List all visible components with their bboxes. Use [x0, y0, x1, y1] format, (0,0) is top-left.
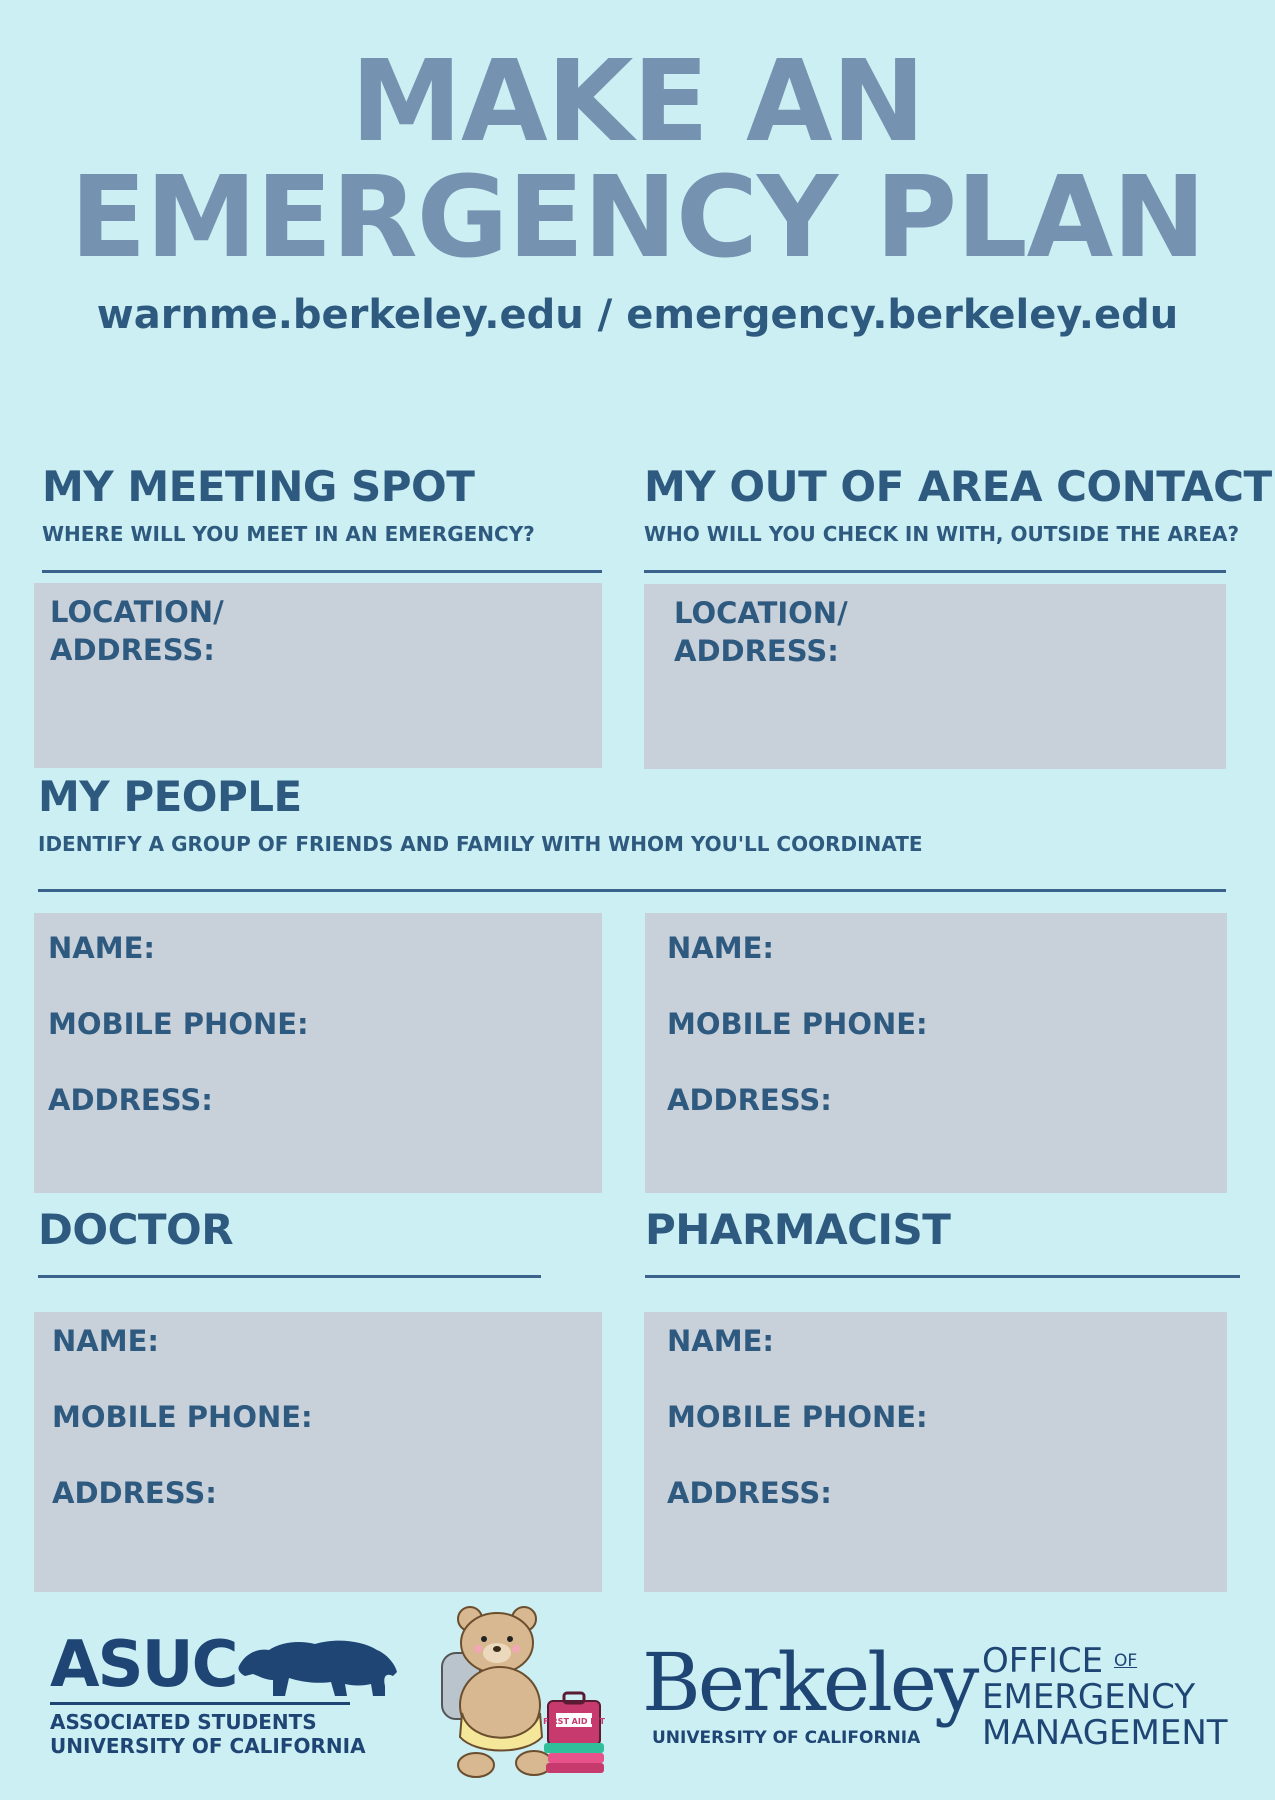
berkeley-logo[interactable] [642, 1636, 977, 1760]
doctor-heading: DOCTOR [38, 1205, 234, 1254]
berkeley-wordmark: Berkeley [642, 1636, 977, 1729]
doctor-address-label: ADDRESS: [52, 1476, 217, 1510]
asuc-logo[interactable] [50, 1628, 366, 1760]
meeting-spot-label-line1: LOCATION/ [50, 595, 224, 629]
oem-emergency: EMERGENCY [982, 1677, 1196, 1717]
out-of-area-label-line1: LOCATION/ [674, 596, 848, 630]
person-card-right[interactable] [645, 913, 1227, 1193]
pharmacist-name-label: NAME: [667, 1324, 774, 1358]
person-left-address-label: ADDRESS: [48, 1083, 213, 1117]
doctor-phone-label: MOBILE PHONE: [52, 1400, 313, 1434]
berkeley-subline: UNIVERSITY OF CALIFORNIA [652, 1728, 921, 1748]
pharmacist-phone-label: MOBILE PHONE: [667, 1400, 928, 1434]
website-urls[interactable]: warnme.berkeley.edu / emergency.berkeley.edu [96, 292, 1179, 338]
oem-logo[interactable] [982, 1643, 1242, 1753]
pharmacist-card[interactable] [644, 1312, 1227, 1592]
meeting-spot-heading: MY MEETING SPOT [42, 462, 475, 511]
oem-office: OFFICE [982, 1641, 1104, 1681]
person-left-phone-label: MOBILE PHONE: [48, 1007, 309, 1041]
meeting-spot-divider [42, 570, 602, 573]
person-right-phone-label: MOBILE PHONE: [667, 1007, 928, 1041]
my-people-heading: MY PEOPLE [38, 772, 302, 821]
out-of-area-subheading: WHO WILL YOU CHECK IN WITH, OUTSIDE THE AREA? [644, 522, 1240, 546]
person-left-name-label: NAME: [48, 931, 155, 965]
person-right-name-label: NAME: [667, 931, 774, 965]
asuc-logo-rule [50, 1702, 350, 1705]
pharmacist-heading: PHARMACIST [645, 1205, 951, 1254]
out-of-area-box[interactable] [644, 584, 1226, 769]
oem-management: MANAGEMENT [982, 1713, 1228, 1753]
my-people-subheading: IDENTIFY A GROUP OF FRIENDS AND FAMILY WITH WHOM YOU'LL COORDINATE [38, 832, 923, 856]
bear-mascot-illustration [430, 1605, 615, 1785]
person-card-left[interactable] [34, 913, 602, 1193]
my-people-divider [38, 889, 1226, 892]
out-of-area-label-line2: ADDRESS: [674, 634, 839, 668]
person-right-address-label: ADDRESS: [667, 1083, 832, 1117]
out-of-area-divider [644, 570, 1226, 573]
doctor-name-label: NAME: [52, 1324, 159, 1358]
asuc-line2: UNIVERSITY OF CALIFORNIA [50, 1734, 366, 1758]
meeting-spot-box[interactable] [34, 583, 602, 768]
meeting-spot-label-line2: ADDRESS: [50, 633, 215, 667]
oem-of: OF [1113, 1651, 1138, 1671]
first-aid-kit-label: FIRST AID KIT [543, 1717, 605, 1726]
asuc-logo-text: ASUC [50, 1628, 237, 1702]
pharmacist-address-label: ADDRESS: [667, 1476, 832, 1510]
pharmacist-divider [645, 1275, 1240, 1278]
doctor-divider [38, 1275, 541, 1278]
page-title-line2: EMERGENCY PLAN [69, 153, 1206, 283]
out-of-area-heading: MY OUT OF AREA CONTACT [644, 462, 1272, 511]
meeting-spot-subheading: WHERE WILL YOU MEET IN AN EMERGENCY? [42, 522, 535, 546]
bear-silhouette-icon [235, 1636, 401, 1698]
asuc-line1: ASSOCIATED STUDENTS [50, 1710, 317, 1734]
doctor-card[interactable] [34, 1312, 602, 1592]
page-title-line1: MAKE AN [350, 37, 925, 167]
